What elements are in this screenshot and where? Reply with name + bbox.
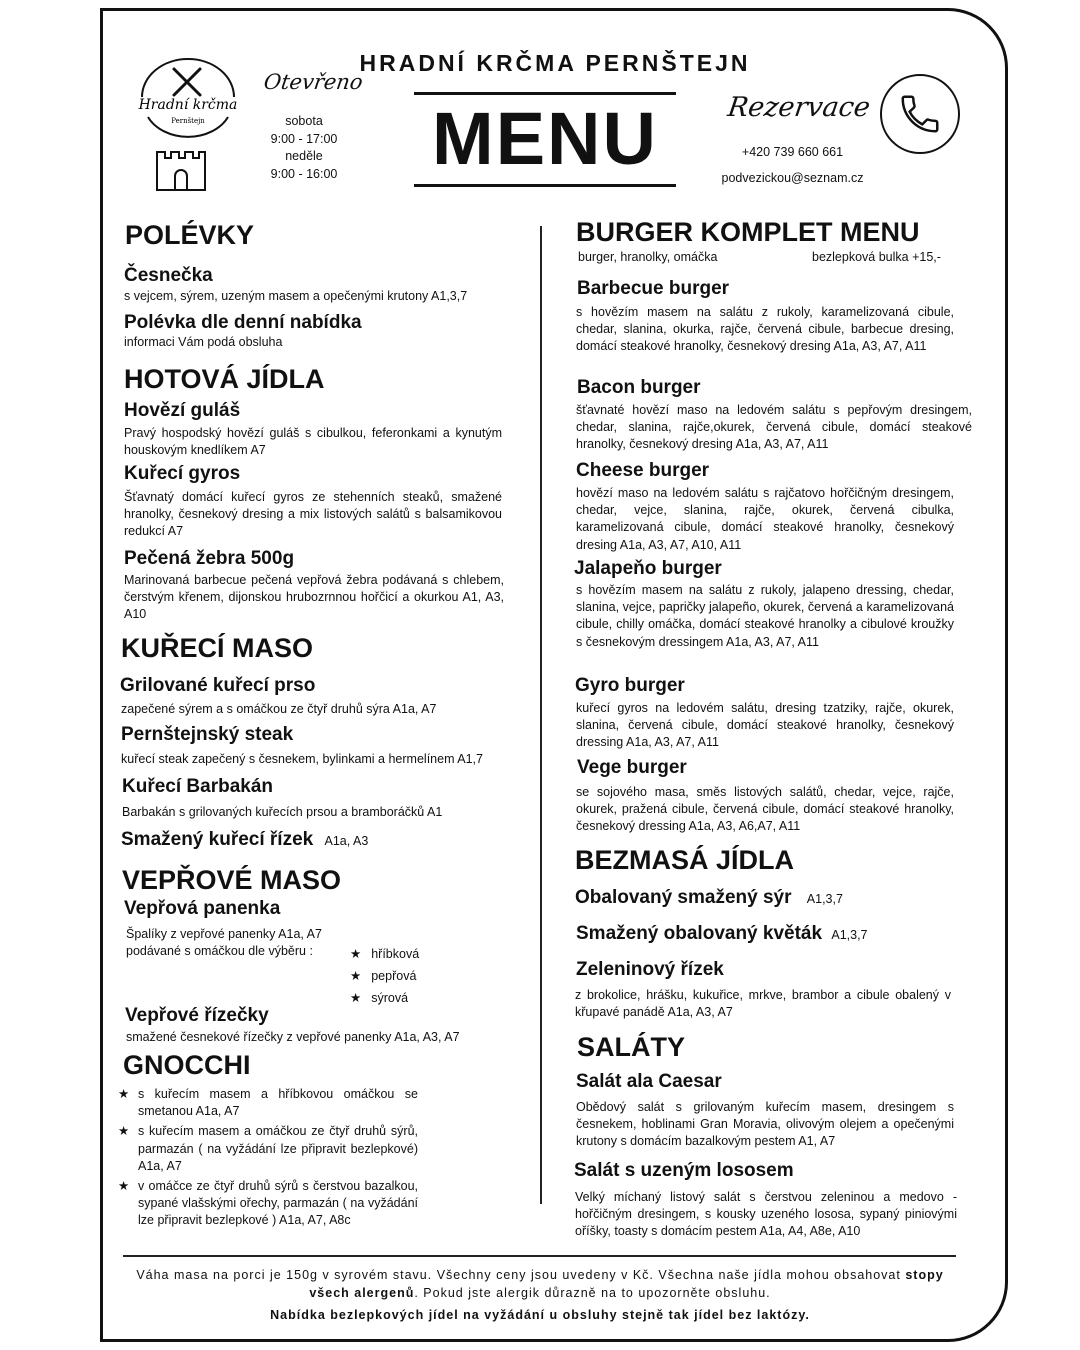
dish-desc: se sojového masa, směs listových salátů, chedar, vejce, rajče, okurek, pražená cibule, červená cibule, domácí steakové hranolky, česnekový dressing A1a, A3, A6,A7, A11: [576, 785, 954, 834]
gluten-free-bun-price: bezlepková bulka +15,-: [812, 250, 941, 264]
dish-desc: Šťavnatý domácí kuřecí gyros ze stehenních steaků, smažené hranolky, česnekový dresing a mix listových salátů s balsamikovou redukcí A7: [124, 490, 502, 539]
footer-note: [130, 1266, 950, 1302]
column-divider: [540, 226, 542, 1204]
dish-name: Bacon burger: [577, 377, 701, 398]
footer-rule: [123, 1255, 956, 1257]
dish-desc: zapečené sýrem a s omáčkou ze čtyř druhů sýra A1a, A7: [121, 702, 437, 716]
dish-name: Polévka dle denní nabídka: [124, 312, 362, 333]
dish-name-text: Smažený kuřecí řízek: [121, 829, 314, 850]
dish-desc: Obědový salát s grilovaným kuřecím masem, dresingem s česnekem, hoblinami Gran Moravia, olivovým olejem a opečenými krutony s domácím bazalkovým pestem A1, A7: [576, 1100, 954, 1149]
category-gnocchi: GNOCCHI: [123, 1050, 251, 1080]
footer-gluten-note: Nabídka bezlepkových jídel na vyžádání u obsluhy stejně tak jídel bez laktózy.: [270, 1308, 810, 1322]
castle-tower-icon: [155, 150, 207, 192]
dish-name: Zeleninový řízek: [576, 959, 724, 980]
dish-desc: šťavnaté hovězí maso na ledovém salátu s pepřovým dresingem, chedar, slanina, rajče,okurek, červená cibule, domácí steakové hranolky, česnekový dresing A1a, A3, A7, A11: [576, 403, 972, 452]
footer-bold-text: stopy všech alergenů: [309, 1268, 944, 1300]
hours-day: neděle: [285, 149, 323, 163]
dish-name: [121, 829, 368, 851]
dish-name: Jalapeňo burger: [574, 558, 722, 579]
dish-name: Kuřecí Barbakán: [122, 776, 274, 797]
hours-time: 9:00 - 16:00: [270, 166, 338, 181]
contact-info: [710, 139, 875, 191]
dish-name: [576, 923, 868, 945]
dish-desc: informaci Vám podá obsluha: [124, 335, 283, 349]
dish-allergens: A1a, A3: [324, 834, 369, 848]
dish-desc: smažené česnekové řízečky z vepřové panenky A1a, A3, A7: [126, 1030, 460, 1044]
dish-desc: Velký míchaný listový salát s čerstvou zeleninou a medovo - hořčičným dresingem, s kousky uzeného lososa, sypaný piniovými oříšky, toasty s domácím pestem A1a, A4, A8e, A10: [575, 1190, 957, 1239]
category-polevky: POLÉVKY: [125, 220, 255, 250]
dish-name: Pečená žebra 500g: [124, 548, 295, 569]
footer-text: Váha masa na porci je 150g v syrovém stavu. Všechny ceny jsou uvedeny v Kč. Všechna naše jídla mohou obsahovat: [136, 1268, 901, 1282]
gnocchi-item: ★ v omáčce ze čtyř druhů sýrů s čerstvou bazalkou, sypané vlašskými ořechy, parmazán ( na vyžádání lze připravit bezlepkové ) A1a, A7, A8c: [118, 1178, 418, 1230]
dish-name: Barbecue burger: [577, 278, 730, 299]
dish-name: Hovězí guláš: [124, 400, 241, 421]
dish-name: Salát s uzeným lososem: [574, 1160, 794, 1181]
dish-name: Cheese burger: [576, 460, 710, 481]
dish-name: Salát ala Caesar: [576, 1071, 722, 1092]
gnocchi-item: ★ s kuřecím masem a hříbkovou omáčkou se smetanou A1a, A7: [118, 1086, 418, 1120]
dish-desc-line: podávané s omáčkou dle výběru :: [126, 944, 313, 959]
open-label: Otevřeno: [262, 70, 365, 94]
category-bezmasa-jidla: BEZMASÁ JÍDLA: [575, 845, 795, 875]
dish-allergens: A1,3,7: [806, 892, 843, 906]
dish-desc: s hovězím masem na salátu z rukoly, karamelizovaná cibule, chedar, slanina, okurka, rajče, červená cibule, barbecue dresing, domácí steakové hranolky, česnekový dresing A1a, A3, A7, A11: [576, 305, 954, 354]
dish-desc: Marinovaná barbecue pečená vepřová žebra podávaná s chlebem, čerstvým křenem, dijonskou hrubozrnnou hořčicí a okurkou A1, A3, A10: [124, 573, 504, 622]
opening-hours: [258, 113, 350, 183]
dish-name: Gyro burger: [575, 675, 685, 696]
hours-day: sobota: [285, 114, 323, 128]
category-burger-komplet: BURGER KOMPLET MENU: [576, 217, 920, 247]
dish-name-text: Obalovaný smažený sýr: [575, 887, 792, 908]
category-salaty: SALÁTY: [577, 1032, 685, 1062]
page-frame-left: [100, 8, 103, 1342]
dish-name: Vepřové řízečky: [125, 1005, 269, 1026]
gnocchi-list: [118, 1086, 418, 1233]
phone-number[interactable]: +420 739 660 661: [741, 145, 844, 159]
phone-icon: [880, 74, 960, 154]
dish-desc: kuřecí gyros na ledovém salátu, dresing tzatziky, rajče, okurek, slanina, červená cibule, domácí steakové hranolky, česnekový dressing A1a, A3, A7, A11: [576, 701, 954, 750]
sauce-options: [350, 943, 419, 1009]
dish-desc: s hovězím masem na salátu z rukoly, jalapeno dressing, chedar, slanina, vejce, papričky jalapeño, okurek, červená a karamelizovaná cibule, chilly omáčka, domácí steakové hranolky a cibulové kroužky s česnekovým dressingem A1a, A3, A7, A11: [576, 583, 954, 649]
gnocchi-item: ★ s kuřecím masem a omáčkou ze čtyř druhů sýrů, parmazán ( na vyžádání lze připravit bezlepkové) A1a, A7: [118, 1123, 418, 1175]
dish-name: Vepřová panenka: [124, 898, 281, 919]
dish-desc: [126, 926, 386, 960]
category-hotova-jidla: HOTOVÁ JÍDLA: [124, 364, 325, 394]
dish-desc: hovězí maso na ledovém salátu s rajčatovo hořčičným dresingem, chedar, vejce, slanina, rajče, okurek, červená cibulka, karamelizovaná cibule, domácí steakové hranolky, česnekový dresing A1a, A3, A7, A10, A11: [576, 486, 954, 552]
sauce-option: ★ sýrová: [350, 987, 419, 1009]
dish-name: [575, 887, 843, 909]
sauce-option: ★ hříbková: [350, 943, 419, 965]
logo: [134, 55, 242, 145]
dish-name: Česnečka: [124, 265, 213, 286]
dish-allergens: A1,3,7: [831, 928, 868, 942]
hours-time: 9:00 - 17:00: [270, 131, 338, 146]
logo-text: Hradní krčma: [138, 97, 238, 113]
dish-desc: kuřecí steak zapečený s česnekem, bylinkami a hermelínem A1,7: [121, 752, 483, 766]
dish-desc: s vejcem, sýrem, uzeným masem a opečenými krutony A1,3,7: [124, 289, 468, 303]
dish-desc: z brokolice, hrášku, kukuřice, mrkve, brambor a cibule obalený v křupavé panádě A1a, A3, A7: [575, 988, 951, 1020]
dish-desc: Pravý hospodský hovězí guláš s cibulkou, feferonkami a kynutým houskovým knedlíkem A7: [124, 426, 502, 458]
dish-name: Grilované kuřecí prso: [120, 675, 316, 696]
burger-includes: burger, hranolky, omáčka: [578, 250, 718, 264]
menu-title: MENU: [432, 97, 658, 180]
category-kureci-maso: KUŘECÍ MASO: [121, 633, 314, 663]
dish-name-text: Smažený obalovaný květák: [576, 923, 823, 944]
email-address[interactable]: podvezickou@seznam.cz: [721, 171, 864, 185]
dish-name: Vege burger: [577, 757, 687, 778]
title-rule-top: [414, 92, 676, 95]
dish-desc: Barbakán s grilovaných kuřecích prsou a bramboráčků A1: [122, 805, 443, 819]
dish-name: Kuřecí gyros: [124, 463, 241, 484]
fork-knife-icon: [174, 69, 200, 95]
logo-subtext: Pernštejn: [171, 117, 205, 125]
brand-title: HRADNÍ KRČMA PERNŠTEJN: [359, 50, 751, 76]
dish-desc-line: Špalíky z vepřové panenky A1a, A7: [126, 927, 322, 941]
footer-text-end: . Pokud jste alergik důrazně na to upozorněte obsluhu.: [414, 1286, 771, 1300]
category-veprove-maso: VEPŘOVÉ MASO: [122, 865, 342, 895]
sauce-option: ★ pepřová: [350, 965, 419, 987]
reservation-label: Rezervace: [725, 92, 873, 123]
dish-name: Pernštejnský steak: [121, 724, 294, 745]
title-rule-bottom: [414, 184, 676, 187]
